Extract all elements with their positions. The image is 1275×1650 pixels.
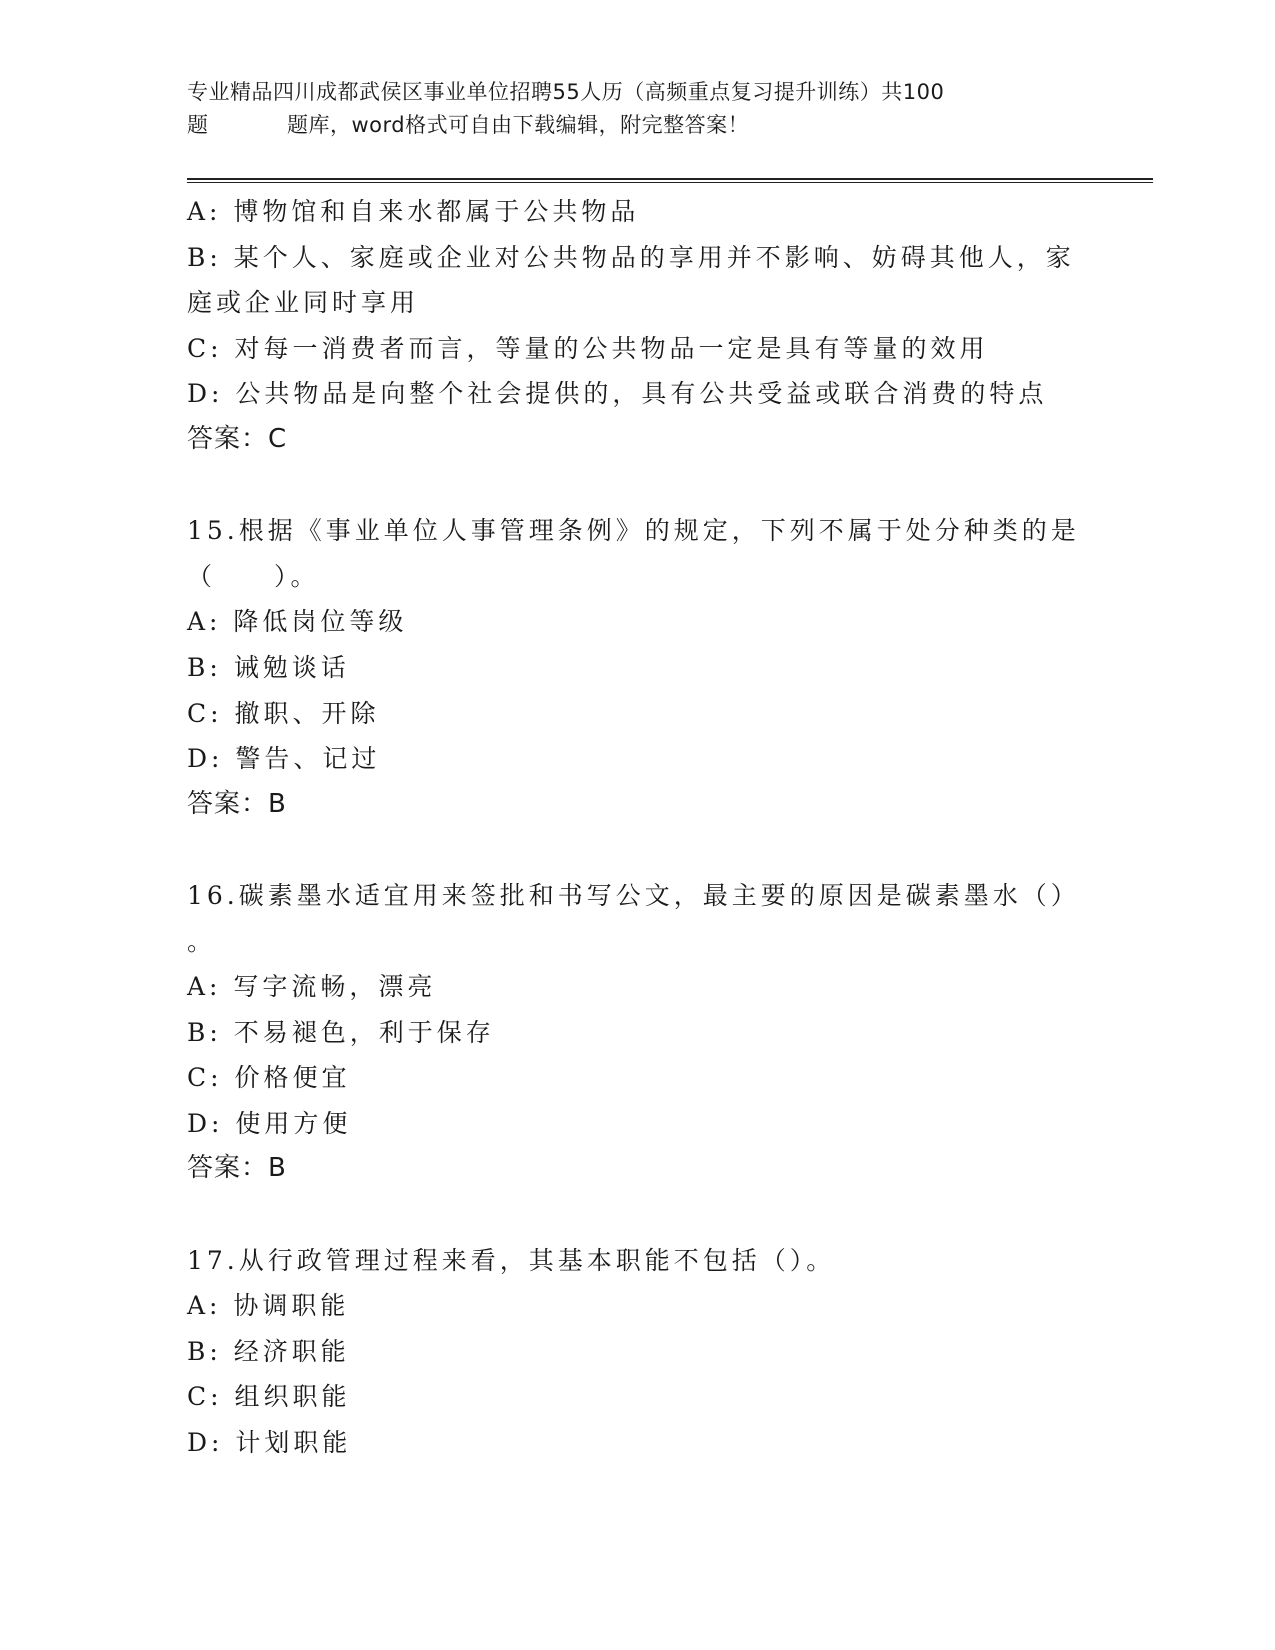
question-stem-continued: （ ）。 [187, 561, 320, 591]
option-a: A: 降低岗位等级 [187, 607, 408, 637]
header-title-line2 [187, 109, 1087, 142]
header-divider-thick [187, 178, 1153, 180]
question-17 [187, 1238, 1087, 1466]
option-b: B: 诫勉谈话 [187, 652, 350, 682]
header-title-line1: 专业精品四川成都武侯区事业单位招聘55人历（高频重点复习提升训练）共100 [187, 80, 945, 104]
option-c: C: 撤职、开除 [187, 698, 380, 728]
question-stem: 16.碳素墨水适宜用来签批和书写公文，最主要的原因是碳素墨水（） [187, 880, 1080, 910]
option-b-continued: 庭或企业同时享用 [187, 288, 420, 318]
question-content [187, 189, 1087, 1466]
option-c: C: 价格便宜 [187, 1063, 351, 1093]
answer: 答案：B [187, 1153, 287, 1184]
option-b: B: 不易褪色，利于保存 [187, 1017, 495, 1047]
answer: 答案：B [187, 788, 287, 819]
option-d: D: 使用方便 [187, 1108, 352, 1138]
option-c: C: 对每一消费者而言，等量的公共物品一定是具有等量的效用 [187, 333, 989, 363]
question-stem-continued: 。 [187, 926, 217, 956]
question-16 [187, 873, 1087, 1192]
header-line2-left: 题 [187, 113, 209, 137]
option-a: A: 协调职能 [187, 1291, 350, 1321]
spacer [187, 827, 1087, 873]
document-header [187, 76, 1087, 142]
option-d: D: 警告、记过 [187, 744, 381, 774]
header-divider-thin [187, 182, 1153, 183]
question-stem: 17.从行政管理过程来看，其基本职能不包括（）。 [187, 1245, 836, 1275]
option-a: A: 写字流畅，漂亮 [187, 972, 437, 1002]
spacer [187, 463, 1087, 509]
option-a: A: 博物馆和自来水都属于公共物品 [187, 197, 640, 226]
option-d: D: 计划职能 [187, 1428, 352, 1458]
option-c: C: 组织职能 [187, 1382, 351, 1412]
question-15 [187, 508, 1087, 827]
question-stem: 15.根据《事业单位人事管理条例》的规定，下列不属于处分种类的是 [187, 516, 1080, 546]
answer: 答案：C [187, 423, 288, 454]
header-line2-right: 题库，word格式可自由下载编辑，附完整答案！ [287, 113, 750, 137]
option-b: B: 某个人、家庭或企业对公共物品的享用并不影响、妨碍其他人，家 [187, 242, 1075, 272]
question-14-tail [187, 189, 1087, 463]
spacer [187, 1192, 1087, 1238]
option-d: D: 公共物品是向整个社会提供的，具有公共受益或联合消费的特点 [187, 379, 1048, 409]
option-b: B: 经济职能 [187, 1336, 350, 1366]
